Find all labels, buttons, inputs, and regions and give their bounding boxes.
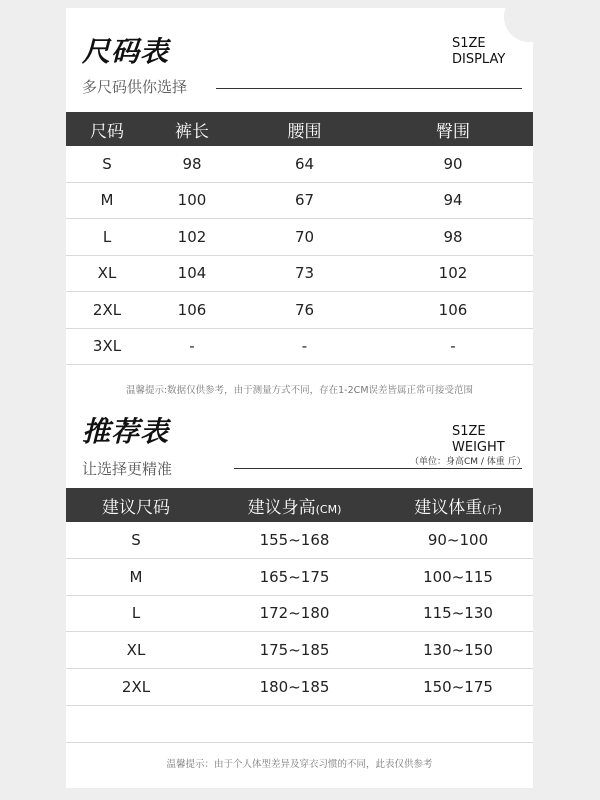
header-hip: 臀围 [436, 121, 470, 142]
divider-line [234, 468, 522, 469]
unit-note: （单位：身高CM / 体重 斤） [410, 457, 526, 467]
table-row: L 102 70 98 [66, 219, 533, 256]
table-row: XL 104 73 102 [66, 256, 533, 293]
header-suggest-height: 建议身高(CM) [247, 497, 342, 518]
table-row: L 172~180 115~130 [66, 596, 533, 633]
size-chart-title: 尺码表 [82, 35, 170, 68]
recommend-chart-subtitle: 让选择更精准 [82, 460, 173, 478]
recommend-table-header [66, 488, 533, 522]
size-table [66, 112, 533, 365]
table-row: M 100 67 94 [66, 183, 533, 220]
card-notch [504, 0, 554, 42]
size-chart-subtitle: 多尺码供你选择 [82, 78, 188, 96]
table-row-empty [66, 706, 533, 743]
size-weight-label: S1ZE WEIGHT [452, 424, 505, 455]
header-size: 尺码 [90, 121, 124, 142]
table-row: 2XL 106 76 106 [66, 292, 533, 329]
table-row: S 98 64 90 [66, 146, 533, 183]
table-row: 2XL 180~185 150~175 [66, 669, 533, 706]
size-table-header [66, 112, 533, 146]
recommend-chart-note: 温馨提示：由于个人体型差异及穿衣习惯的不同，此表仅供参考 [166, 759, 433, 770]
size-card [66, 8, 533, 788]
table-row: M 165~175 100~115 [66, 559, 533, 596]
header-length: 裤长 [175, 121, 209, 142]
header-suggest-weight: 建议体重(斤) [414, 497, 502, 518]
table-row: XL 175~185 130~150 [66, 632, 533, 669]
header-suggest-size: 建议尺码 [102, 497, 170, 518]
header-waist: 腰围 [287, 121, 322, 142]
recommend-chart-title: 推荐表 [82, 415, 170, 448]
table-row: S 155~168 90~100 [66, 522, 533, 559]
table-row: 3XL - - - [66, 329, 533, 366]
recommend-table [66, 488, 533, 743]
size-chart-note: 温馨提示:数据仅供参考，由于测量方式不同，存在1-2CM误差皆属正常可接受范围 [125, 385, 474, 396]
size-display-label: S1ZE DISPLAY [452, 36, 506, 67]
divider-line [216, 88, 522, 89]
